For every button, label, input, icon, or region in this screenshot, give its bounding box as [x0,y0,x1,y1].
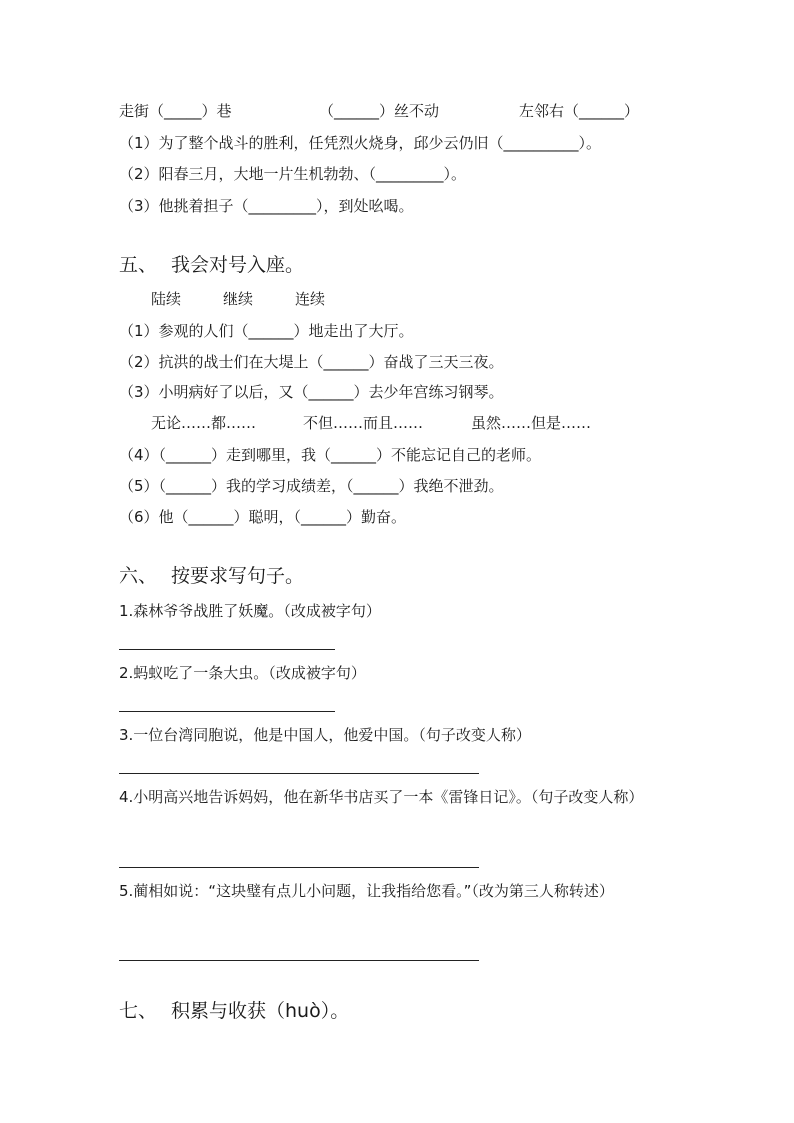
section6-item-2: 2.蚂蚁吃了一条大虫。（改成被字句） [119,664,366,682]
idiom-3: 左邻右（______） [519,102,640,120]
section6-number: 六、 [119,565,158,587]
conjunction-option-2: 不但……而且…… [303,414,424,432]
section7-heading [119,998,349,1024]
section5-item-3: （3）小明病好了以后，又（______）去少年宫练习钢琴。 [119,383,504,401]
section7-title: 积累与收获（huò）。 [171,1000,350,1022]
answer-line-5[interactable] [119,960,479,961]
section6-item-5: 5.蔺相如说：“这块璧有点儿小问题，让我指给您看。”（改为第三人称转述） [119,882,614,900]
section5-item-5: （5）（______）我的学习成绩差，（______）我绝不泄劲。 [119,477,504,495]
idiom-2: （______）丝不动 [319,102,440,120]
section5-item-4: （4）（______）走到哪里，我（______）不能忘记自己的老师。 [119,446,542,464]
answer-line-1[interactable] [119,649,335,650]
answer-line-2[interactable] [119,711,335,712]
section5-item-6: （6）他（______）聪明，（______）勤奋。 [119,508,407,526]
section5-item-2: （2）抗洪的战士们在大堤上（______）奋战了三天三夜。 [119,353,504,371]
idiom-1: 走街（_____）巷 [119,102,232,120]
section5-number: 五、 [119,254,158,276]
section5-title: 我会对号入座。 [171,254,305,276]
word-option-1: 陆续 [151,290,182,308]
word-option-3: 连续 [295,290,326,308]
section6-title: 按要求写句子。 [171,565,305,587]
section6-item-3: 3.一位台湾同胞说，他是中国人，他爱中国。（句子改变人称） [119,726,531,744]
section6-item-4: 4.小明高兴地告诉妈妈，他在新华书店买了一本《雷锋日记》。（句子改变人称） [119,788,644,806]
section5-item-1: （1）参观的人们（______）地走出了大厅。 [119,322,414,340]
conjunction-option-3: 虽然……但是…… [471,414,592,432]
word-option-2: 继续 [223,290,254,308]
section7-number: 七、 [119,1000,158,1022]
section5-heading [119,252,304,278]
answer-line-4[interactable] [119,867,479,868]
answer-line-3[interactable] [119,773,479,774]
section4-item-2: （2）阳春三月，大地一片生机勃勃、（_________）。 [119,165,467,183]
section6-heading [119,563,304,589]
section6-item-1: 1.森林爷爷战胜了妖魔。（改成被字句） [119,602,381,620]
conjunction-option-1: 无论……都…… [151,414,257,432]
section4-item-1: （1）为了整个战斗的胜利，任凭烈火烧身，邱少云仍旧（__________）。 [119,134,602,152]
section4-item-3: （3）他挑着担子（_________），到处吆喝。 [119,197,414,215]
